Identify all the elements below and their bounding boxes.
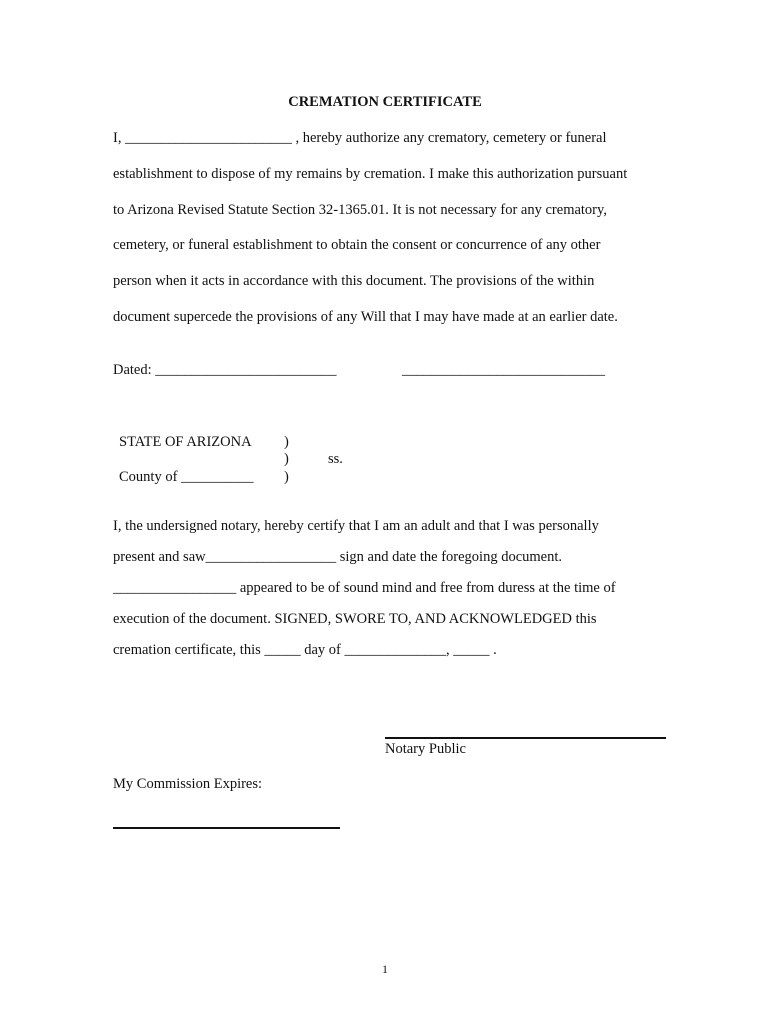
dated-line: Dated: _________________________ [113,362,337,378]
page-number: 1 [382,962,388,976]
commission-label: My Commission Expires: [113,776,263,792]
venue-paren: ) [284,469,289,485]
body-line-1: I, _______________________ , hereby authorize any crematory, cemetery or funeral [113,130,607,146]
body-line-3: to Arizona Revised Statute Section 32-1365.01. It is not necessary for any crematory, [113,202,607,218]
body-line-6: document supercede the provisions of any Will that I may have made at an earlier date. [113,309,618,325]
notary-line-1: I, the undersigned notary, hereby certify that I am an adult and that I was personally [113,518,599,534]
notary-signature-rule [385,737,666,739]
commission-date-rule [113,827,340,829]
venue-state: STATE OF ARIZONA [119,434,252,450]
notary-line-4: execution of the document. SIGNED, SWORE TO, AND ACKNOWLEDGED this [113,611,597,627]
notary-line-3: _________________ appeared to be of sound mind and free from duress at the time of [113,580,616,596]
document-title: CREMATION CERTIFICATE [288,94,482,110]
body-line-5: person when it acts in accordance with this document. The provisions of the within [113,273,595,289]
venue-paren: ) [284,451,289,467]
signature-blank: ____________________________ [402,362,605,378]
notary-public-label: Notary Public [385,741,466,757]
venue-paren: ) [284,434,289,450]
notary-line-5: cremation certificate, this _____ day of ______________, _____ . [113,642,497,658]
notary-line-2: present and saw__________________ sign and date the foregoing document. [113,549,563,565]
body-line-4: cemetery, or funeral establishment to obtain the consent or concurrence of any other [113,237,601,253]
venue-ss: ss. [328,451,343,467]
body-line-2: establishment to dispose of my remains by cremation. I make this authorization pursuant [113,166,628,182]
venue-county: County of __________ [119,469,254,485]
